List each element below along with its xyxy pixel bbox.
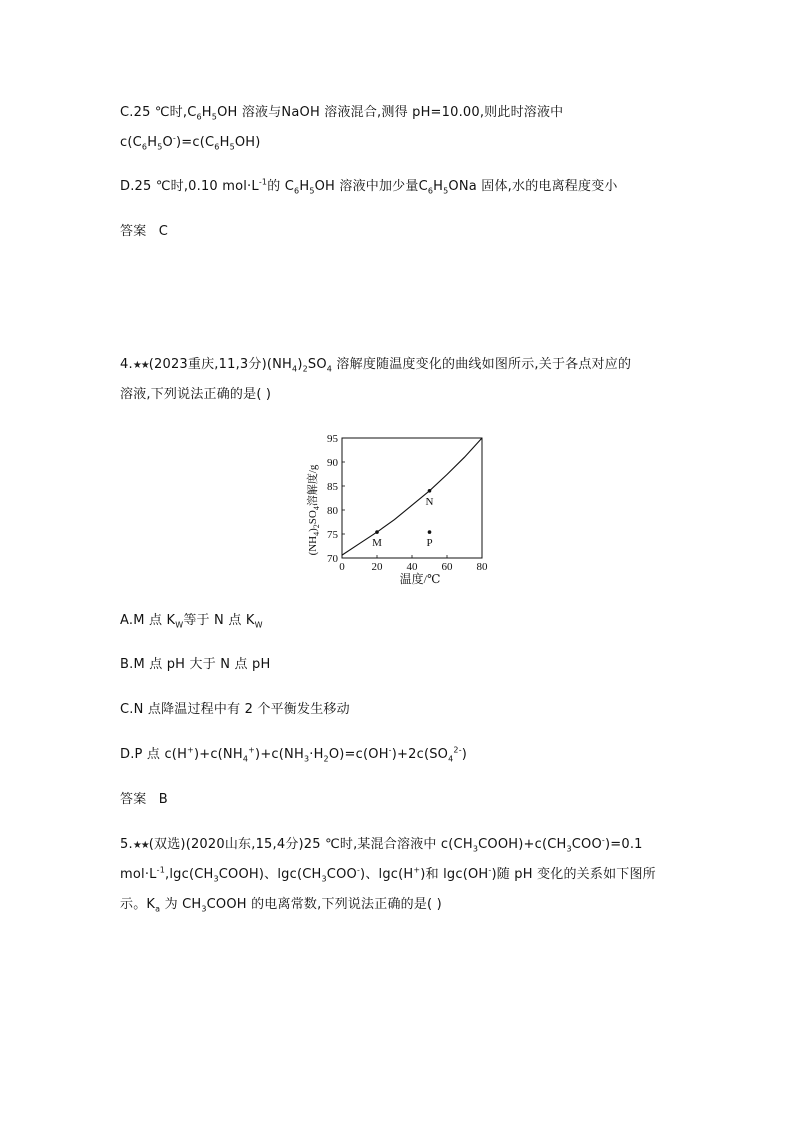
q4-option-d: D.P 点 $c(H^+)+c(NH_4^+)+c(NH_3\cdot H_2O)=c(OH^-)+2c(SO_4^{2-})$ [120, 745, 468, 764]
solubility-curve [342, 438, 482, 555]
chart-points [372, 489, 433, 549]
option-c-continued: $c(C_6H_5O^-)=c(C_6H_5OH)$ [120, 133, 261, 152]
x-tick-label: 40 [406, 561, 418, 573]
y-tick-label: 85 [327, 481, 338, 493]
y-tick-label: 80 [327, 505, 338, 517]
x-axis-label: 温度/℃ [399, 572, 441, 586]
q4-option-a: A.M 点 $K_W$等于 N 点 $K_W$ [120, 613, 263, 630]
point-label-n: N [425, 495, 434, 508]
solubility-chart [300, 428, 500, 588]
point-label-m: M [372, 537, 382, 550]
y-label-part: 4 [312, 506, 321, 511]
point-n [428, 489, 432, 493]
question-4-stem: 4.★★(2023重庆,11,3分)$(NH_4)_2SO_4$ 溶解度随温度变化的曲线如图所示,关于各点对应的 [120, 357, 632, 374]
question-5-stem: 5.★★(双选)(2020山东,15,4分)25 ℃时,某混合溶液中 $c(CH_3COOH)+c(CH_3COO^-)=0.1$ [120, 835, 643, 854]
x-tick-label: 20 [371, 561, 383, 573]
answer-q3: 答案 C [120, 224, 169, 239]
chart-axes [342, 438, 482, 558]
y-tick-label: 70 [327, 553, 338, 565]
question-5-stem-line2: $mol\cdot L^{-1},\lg c(CH_3COOH)$、$\lg c(CH_3COO^-)$、lgc(H+)和 lgc(OH-)随 pH 变化的关系如下图所 [120, 865, 656, 884]
question-4-stem-line2: 溶液,下列说法正确的是( ) [120, 387, 272, 402]
x-tick-label: 80 [476, 561, 488, 573]
y-label-part: (NH [307, 535, 319, 556]
y-axis-label [305, 464, 321, 555]
point-m [375, 530, 379, 534]
difficulty-stars-icon: ★★ [132, 840, 149, 851]
y-label-part: SO [307, 510, 319, 525]
chart-series [342, 438, 482, 555]
x-tick-label: 0 [339, 561, 345, 573]
option-c: C.25 ℃时$,C_6H_5OH$ 溶液与NaOH 溶液混合,测得 pH=10.00,则此时溶液中 [120, 105, 564, 122]
y-label-part: 4 [312, 531, 321, 536]
question-5-stem-line3: 示。$K_a$ 为 $CH_3COOH$ 的电离常数,下列说法正确的是( ) [120, 897, 442, 914]
plot-frame [342, 438, 482, 558]
y-tick-label: 95 [327, 433, 338, 445]
q4-option-c: C.N 点降温过程中有 2 个平衡发生移动 [120, 702, 350, 717]
point-p [428, 530, 432, 534]
y-tick-label: 90 [327, 457, 338, 469]
y-label-part: 2 [312, 524, 321, 529]
x-tick-label: 60 [441, 561, 453, 573]
q4-option-b: B.M 点 pH 大于 N 点 pH [120, 657, 271, 672]
y-label-part: 溶解度/g [307, 464, 319, 507]
difficulty-stars-icon: ★★ [132, 360, 149, 371]
y-label-part: ) [307, 528, 319, 532]
answer-q4: 答案 B [120, 792, 168, 807]
y-tick-label: 75 [327, 529, 338, 541]
point-label-p: P [426, 537, 433, 550]
option-d: D.25 ℃时,0.10 $mol\cdot L^{-1}$的 $C_6H_5OH$ 溶液中加少量$C_6H_5ONa$ 固体,水的电离程度变小 [120, 177, 618, 196]
chart-ticks [327, 433, 488, 573]
